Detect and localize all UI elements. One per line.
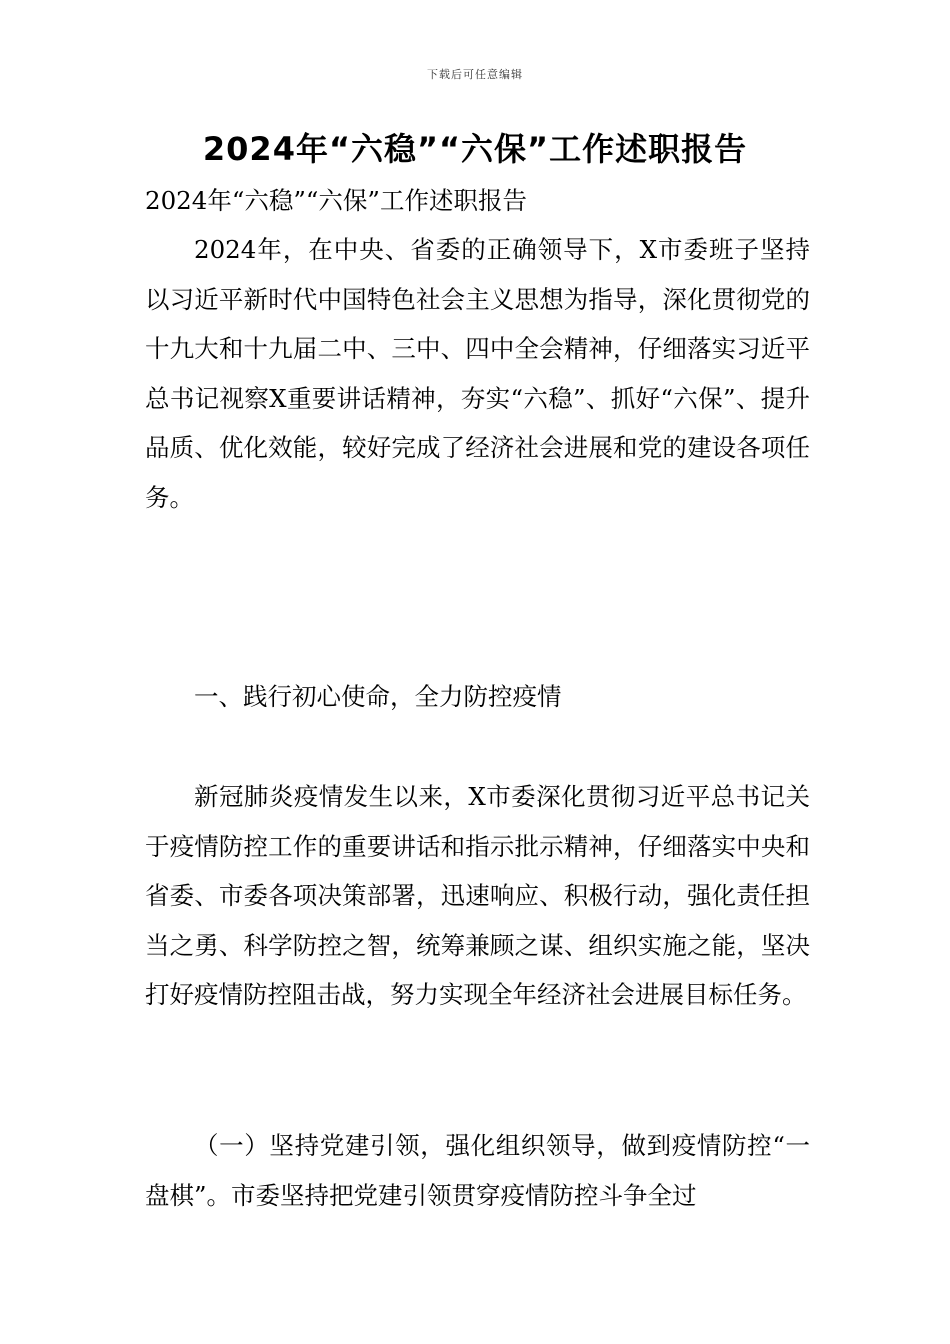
paragraph-section-1: 新冠肺炎疫情发生以来，X市委深化贯彻习近平总书记关于疫情防控工作的重要讲话和指示批示精神，仔细落实中央和省委、市委各项决策部署，迅速响应、积极行动，强化责任担当之勇、科学防控之智，统筹兼顾之谋、组织实施之能，坚决打好疫情防控阻击战，努力实现全年经济社会进展目标任务。 — [145, 782, 810, 1009]
paragraph-intro: 2024年，在中央、省委的正确领导下，X市委班子坚持以习近平新时代中国特色社会主义思想为指导，深化贯彻党的十九大和十九届二中、三中、四中全会精神，仔细落实习近平总书记视察X重要讲话精神，夯实“六稳”、抓好“六保”、提升品质、优化效能，较好完成了经济社会进展和党的建设各项任务。 — [145, 235, 810, 512]
header-note: 下载后可任意编辑 — [427, 68, 523, 81]
paragraph-subsection-1: （一）坚持党建引领，强化组织领导，做到疫情防控“一盘棋”。市委坚持把党建引领贯穿疫情防控斗争全过 — [145, 1131, 810, 1210]
section-heading-1: 一、践行初心使命，全力防控疫情 — [194, 682, 562, 711]
document-subtitle: 2024年“六稳”“六保”工作述职报告 — [145, 186, 527, 215]
document-title: 2024年“六稳”“六保”工作述职报告 — [202, 130, 748, 168]
